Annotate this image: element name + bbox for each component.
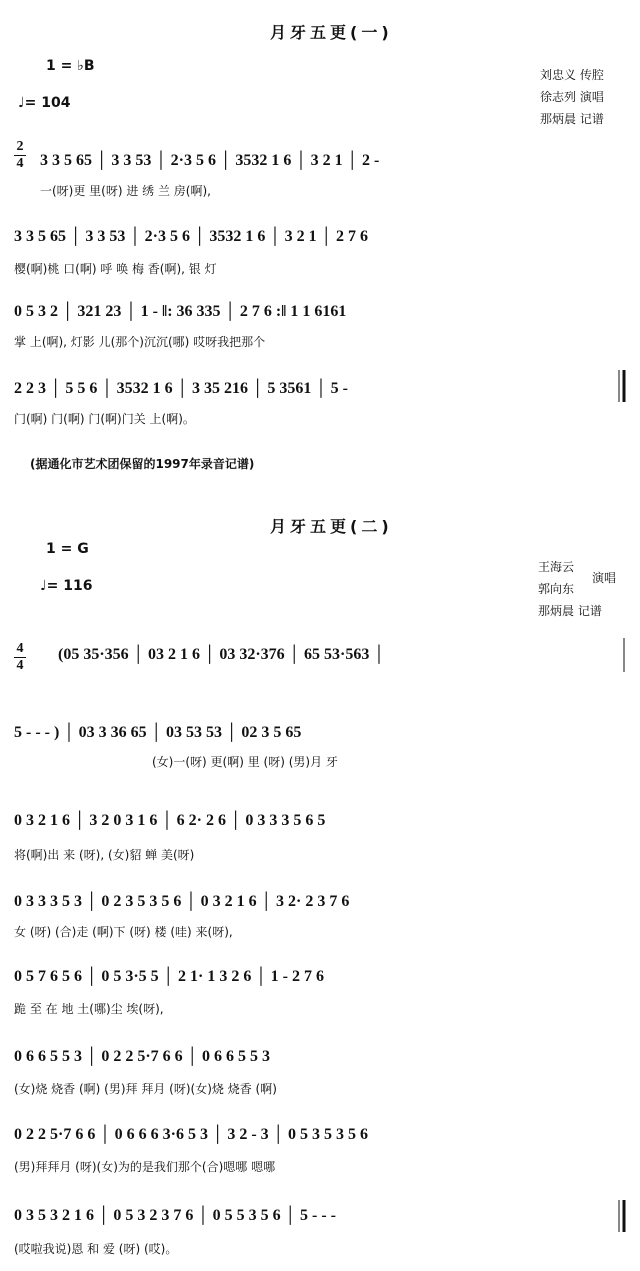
song2-row8-lyrics: (哎啦我说)恩 和 爱 (呀) (哎)。 — [14, 1242, 178, 1256]
song2-row2-notes: 5 - - - ) │ 03 3 36 65 │ 03 53 53 │ 02 3 5 65 — [14, 724, 302, 741]
song2-row4-notes: 0 3 3 3 5 3 │ 0 2 3 5 3 5 6 │ 0 3 2 1 6 │ 3 2· 2 3 7 6 — [14, 893, 350, 910]
quarter-note-icon: ♩ — [40, 578, 47, 594]
song1-row1-notes: 3 3 5 65 │ 3 3 53 │ 2·3 5 6 │ 3532 1 6 │ 3 2 1 │ 2 - — [40, 152, 380, 169]
song1-credit-2: 徐志列 演唱 — [540, 90, 604, 104]
song2-credit-3: 演唱 — [592, 571, 617, 585]
song2-row5-notes: 0 5 7 6 5 6 │ 0 5 3·5 5 │ 2 1· 1 3 2 6 │ 1 - 2 7 6 — [14, 968, 325, 985]
song2-credit-4: 那炳晨 记谱 — [538, 604, 602, 618]
song1-row3-notes: 0 5 3 2 │ 321 23 │ 1 - ‖: 36 335 │ 2 7 6 :‖ 1 1 6161 — [14, 303, 347, 320]
song2-key: 1 = G — [46, 541, 89, 557]
song1-row2-lyrics: 樱(啊)桃 口(啊) 呼 唤 梅 香(啊), 银 灯 — [14, 262, 217, 276]
song2-credit-1: 王海云 — [538, 560, 575, 574]
song1-row2-notes: 3 3 5 65 │ 3 3 53 │ 2·3 5 6 │ 3532 1 6 │ 3 2 1 │ 2 7 6 — [14, 228, 369, 245]
song2-tempo: ♩= 116 — [40, 578, 93, 594]
song2-row6-lyrics: (女)烧 烧香 (啊) (男)拜 拜月 (呀)(女)烧 烧香 (啊) — [14, 1082, 277, 1096]
quarter-note-icon: ♩ — [18, 95, 25, 111]
song1-row4-lyrics: 门(啊) 门(啊) 门(啊)门关 上(啊)。 — [14, 412, 195, 426]
song1-key: 1 = ♭B — [46, 58, 95, 74]
song1-row4-notes: 2 2 3 │ 5 5 6 │ 3532 1 6 │ 3 35 216 │ 5 3561 │ 5 - — [14, 380, 349, 397]
song1-title: 月牙五更(一) — [270, 23, 393, 42]
song2-row3-notes: 0 3 2 1 6 │ 3 2 0 3 1 6 │ 6 2· 2 6 │ 0 3 3 3 5 6 5 — [14, 812, 326, 829]
song1-row1-lyrics: 一(呀)更 里(呀) 进 绣 兰 房(啊), — [40, 184, 211, 198]
song2-row5-lyrics: 跪 至 在 地 土(哪)尘 埃(呀), — [14, 1002, 164, 1016]
song2-row7-notes: 0 2 2 5·7 6 6 │ 0 6 6 6 3·6 5 3 │ 3 2 - 3 │ 0 5 3 5 3 5 6 — [14, 1126, 369, 1143]
song2-row3-lyrics: 将(啊)出 来 (呀), (女)貂 蝉 美(呀) — [14, 848, 195, 862]
song1-credit-3: 那炳晨 记谱 — [540, 112, 604, 126]
song2-row1-notes: (05 35·356 │ 03 2 1 6 │ 03 32·376 │ 65 53·563 │ — [58, 646, 385, 663]
song2-row4-lyrics: 女 (呀) (合)走 (啊)下 (呀) 楼 (哇) 来(呀), — [14, 925, 233, 939]
song2-row6-notes: 0 6 6 5 5 3 │ 0 2 2 5·7 6 6 │ 0 6 6 5 5 3 — [14, 1048, 271, 1065]
song1-tempo: ♩= 104 — [18, 95, 71, 111]
song2-row8-notes: 0 3 5 3 2 1 6 │ 0 5 3 2 3 7 6 │ 0 5 5 3 5 6 │ 5 - - - — [14, 1207, 336, 1224]
song2-credit-2: 郭向东 — [538, 582, 575, 596]
song1-credit-1: 刘忠义 传腔 — [540, 68, 604, 82]
song1-row3-lyrics: 掌 上(啊), 灯影 儿(那个)沉沉(哪) 哎呀我把那个 — [14, 335, 266, 349]
song2-row2-lyrics: (女)一(呀) 更(啊) 里 (呀) (男)月 牙 — [152, 755, 338, 769]
song1-footnote: (据通化市艺术团保留的1997年录音记谱) — [30, 457, 255, 471]
song2-time-signature: 4 4 — [14, 642, 26, 673]
song2-title: 月牙五更(二) — [270, 517, 393, 536]
song2-row7-lyrics: (男)拜拜月 (呀)(女)为的是我们那个(合)嗯哪 嗯哪 — [14, 1160, 276, 1174]
song1-time-signature: 2 4 — [14, 140, 26, 171]
